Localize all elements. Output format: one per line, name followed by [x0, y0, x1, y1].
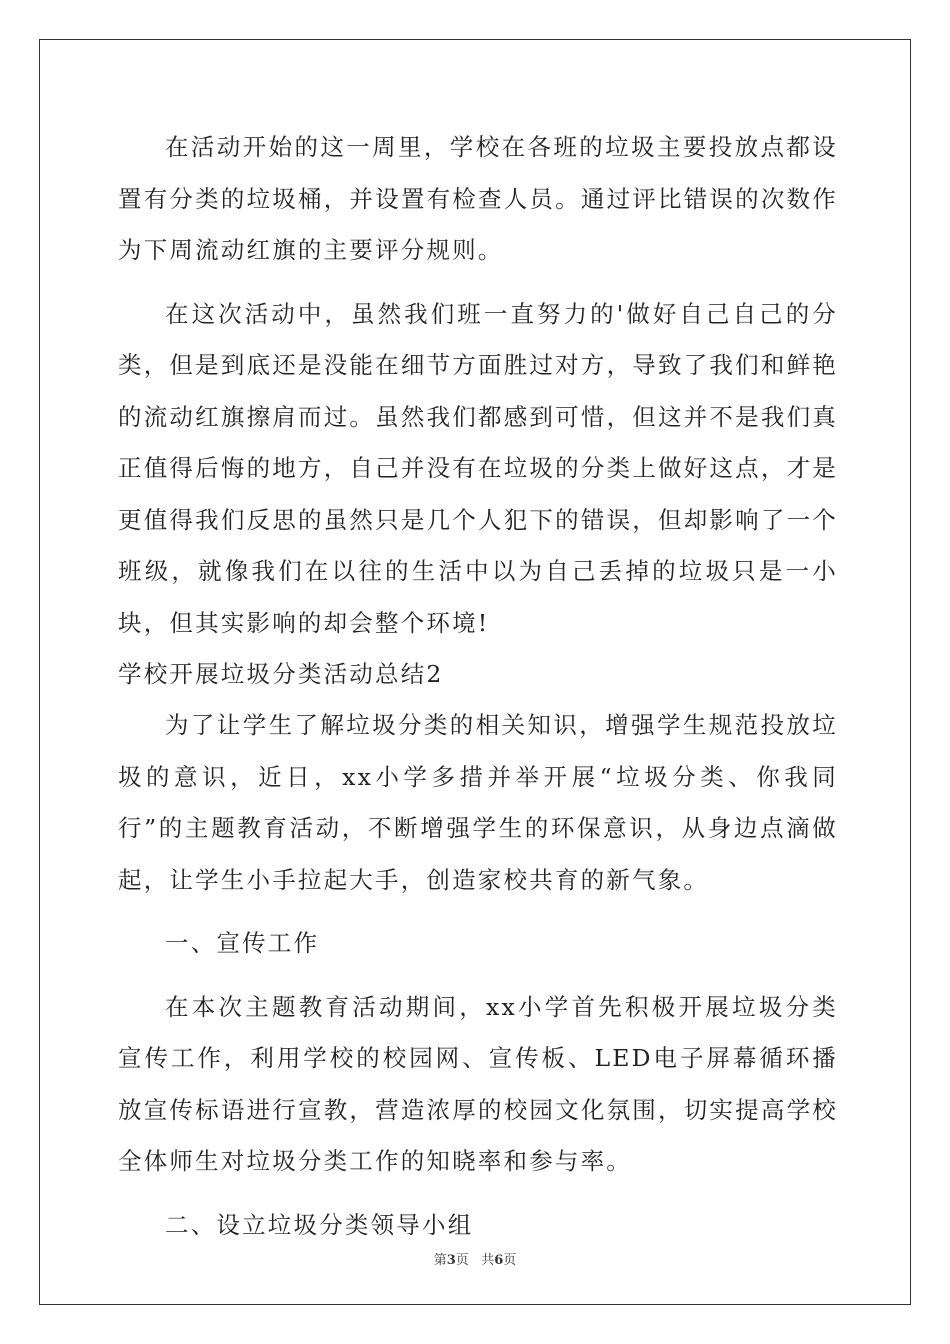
- current-page-number: 3: [446, 1253, 456, 1268]
- total-page-number: 6: [494, 1253, 504, 1268]
- subheading-leadership-group: 二、设立垃圾分类领导小组: [165, 1210, 474, 1239]
- subheading-publicity: 一、宣传工作: [165, 929, 320, 957]
- paragraph-activity-week: 在活动开始的这一周里，学校在各班的垃圾主要投放点都设置有分类的垃圾桶，并设置有检查人员。通过评比错误的次数作为下周流动红旗的主要评分规则。: [118, 133, 838, 264]
- page-number-footer: [0, 1249, 950, 1268]
- document-body: [118, 122, 838, 1251]
- footer-prefix: 第: [433, 1253, 447, 1268]
- footer-mid: 页 共: [455, 1253, 495, 1268]
- section-title: 学校开展垃圾分类活动总结2: [118, 660, 444, 688]
- paragraph-activity-reflection: 在这次活动中，虽然我们班一直努力的'做好自己自己的分类，但是到底还是没能在细节方面胜过对方，导致了我们和鲜艳的流动红旗擦肩而过。虽然我们都感到可惜，但这并不是我们真正值得后悔的地方，自己并没有在垃圾的分类上做好这点，才是更值得我们反思的虽然只是几个人犯下的错误，但却影响了一个班级，就像我们在以往的生活中以为自己丢掉的垃圾只是一小块，但其实影响的却会整个环境!: [118, 299, 838, 637]
- paragraph-intro: 为了让学生了解垃圾分类的相关知识，增强学生规范投放垃圾的意识，近日，xx小学多措并举开展“垃圾分类、你我同行”的主题教育活动，不断增强学生的环保意识，从身边点滴做起，让学生小手拉起大手，创造家校共育的新气象。: [118, 711, 838, 894]
- paragraph-publicity: 在本次主题教育活动期间，xx小学首先积极开展垃圾分类宣传工作，利用学校的校园网、宣传板、LED电子屏幕循环播放宣传标语进行宣教，营造浓厚的校园文化氛围，切实提高学校全体师生对垃圾分类工作的知晓率和参与率。: [118, 992, 838, 1175]
- footer-suffix: 页: [503, 1253, 517, 1268]
